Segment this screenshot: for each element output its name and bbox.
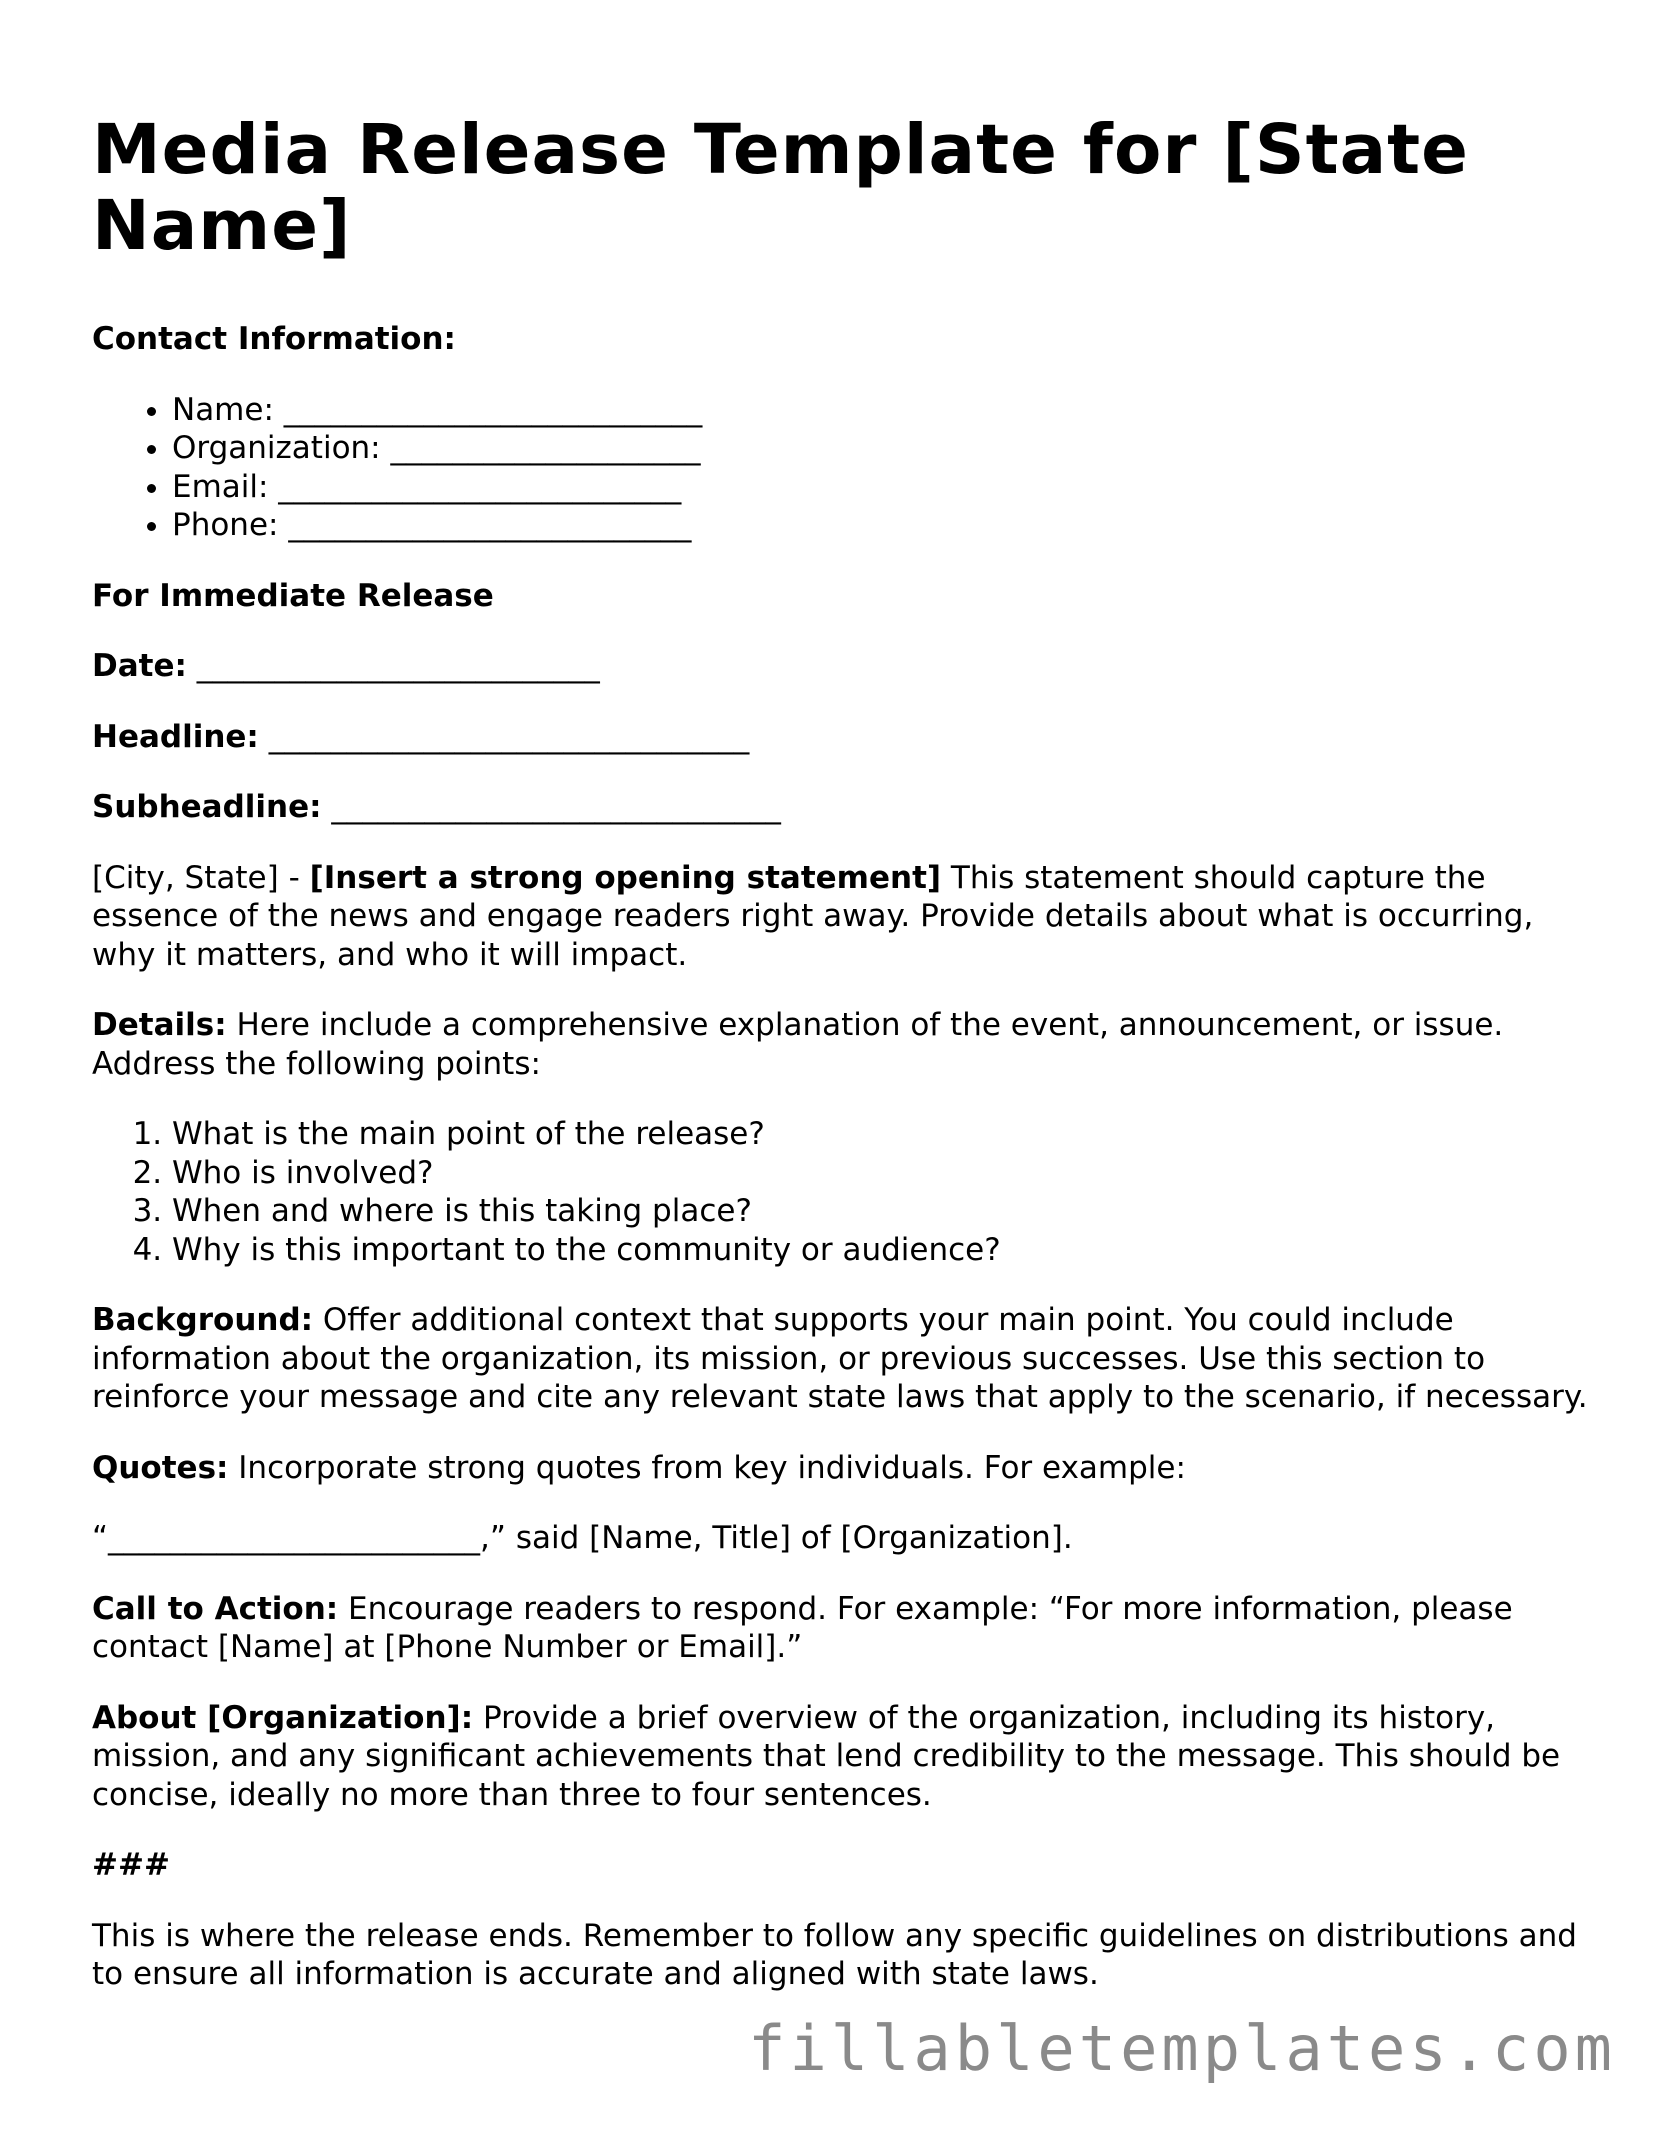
end-mark: ###: [92, 1847, 170, 1883]
details-label: Details:: [92, 1007, 227, 1043]
closing-paragraph: This is where the release ends. Remember to follow any specific guidelines on distributions and to ensure all information is accurate and aligned with state laws.: [92, 1917, 1577, 1992]
contact-list: [92, 391, 1592, 545]
details-points: [92, 1115, 1592, 1269]
opening-text: This statement should capture the essence of the news and engage readers right away. Provide details about what is occurring, why it matters, and who it will impact.: [92, 859, 1534, 973]
subheadline-label: Subheadline:: [92, 789, 322, 825]
background-label: Background:: [92, 1302, 314, 1338]
details-point: 3. When and where is this taking place?: [172, 1192, 1592, 1231]
quotes-label: Quotes:: [92, 1449, 229, 1486]
contact-phone-field: • Phone: __________________________: [172, 506, 1592, 545]
details-point: 1. What is the main point of the release?: [172, 1115, 1592, 1154]
about-text: Provide a brief overview of the organization, including its history, mission, and any significant achievements that lend credibility to the message. This should be concise, ideally no more than three to four sentences.: [92, 1699, 1561, 1813]
opening-paragraph: [92, 859, 1592, 975]
date-label: Date:: [92, 648, 187, 684]
contact-email-field: • Email: __________________________: [172, 468, 1592, 507]
call-to-action-label: Call to Action:: [92, 1590, 339, 1627]
call-to-action-text: Encourage readers to respond. For example: “For more information, please contact [Name] at [Phone Number or Email].”: [92, 1590, 1513, 1665]
details-point: 4. Why is this important to the community or audience?: [172, 1231, 1592, 1270]
release-label: For Immediate Release: [92, 577, 494, 614]
contact-name-field: • Name: ___________________________: [172, 391, 1592, 430]
about-paragraph: [92, 1699, 1592, 1815]
document-page: [92, 112, 1592, 2026]
about-label: About [Organization]:: [92, 1699, 474, 1736]
details-paragraph: [92, 1006, 1592, 1083]
call-to-action-paragraph: [92, 1590, 1592, 1667]
quotes-paragraph: [92, 1449, 1592, 1488]
background-paragraph: [92, 1301, 1592, 1417]
quotes-text: Incorporate strong quotes from key individuals. For example:: [228, 1449, 1186, 1486]
headline-blank: _______________________________: [268, 718, 750, 755]
headline-label: Headline:: [92, 718, 259, 755]
quote-example: “________________________,” said [Name, Title] of [Organization].: [92, 1520, 1073, 1556]
date-line: [92, 647, 1592, 686]
headline-line: [92, 718, 1592, 757]
watermark: fillabletemplates.com: [748, 2012, 1616, 2085]
document-title: Media Release Template for [State Name]: [92, 110, 1469, 266]
date-blank: __________________________: [196, 648, 600, 684]
contact-organization-field: • Organization: ____________________: [172, 429, 1592, 468]
subheadline-line: [92, 788, 1592, 827]
opening-prefix: [City, State] -: [92, 859, 310, 896]
background-text: Offer additional context that supports your main point. You could include information about the organization, its mission, or previous successes. Use this section to reinforce your message and cite any relevant state laws that apply to the scenario, if necessary.: [92, 1302, 1588, 1415]
details-text: Here include a comprehensive explanation of the event, announcement, or issue. Address the following points:: [92, 1007, 1504, 1082]
contact-heading: Contact Information:: [92, 321, 456, 357]
subheadline-blank: _____________________________: [331, 789, 781, 825]
details-point: 2. Who is involved?: [172, 1154, 1592, 1193]
opening-bold: [Insert a strong opening statement]: [309, 859, 942, 896]
